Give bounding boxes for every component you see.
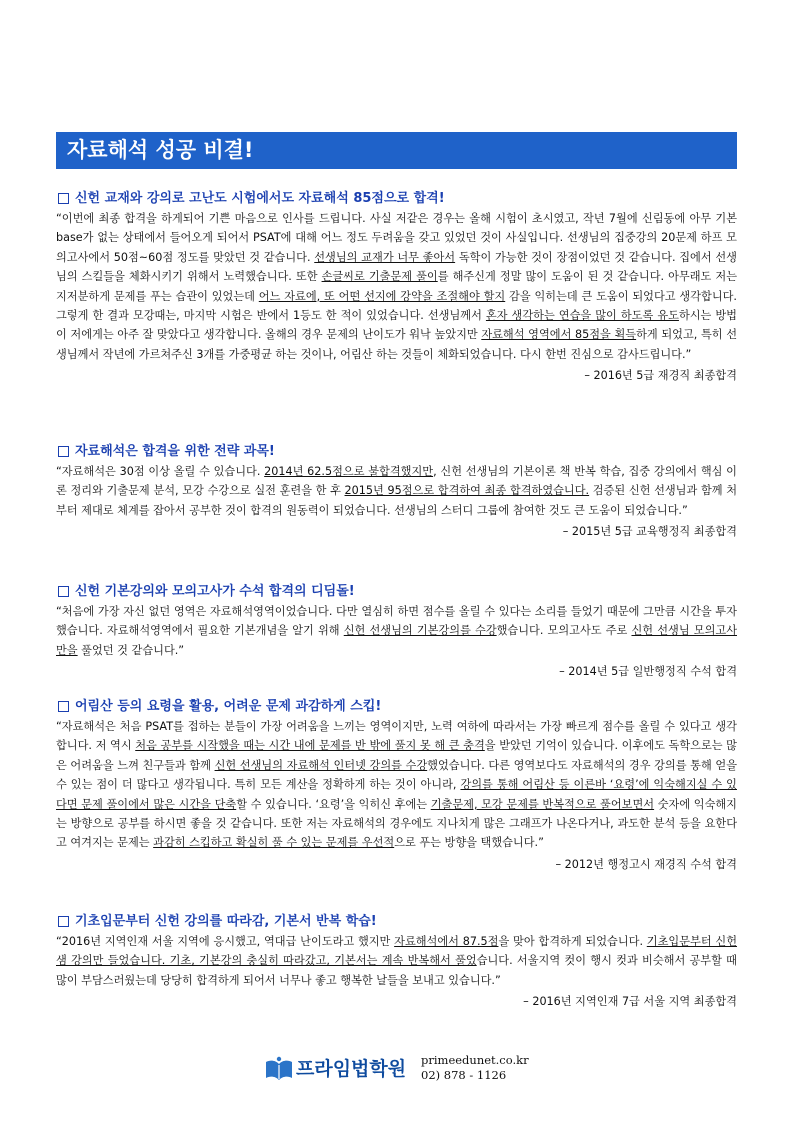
emphasis-text: 혼자 생각하는 연습을 많이 하도록 유도	[485, 309, 679, 323]
text-run: “2016년 지역인재 서울 지역에 응시했고, 역대급 난이도라고 했지만	[56, 935, 395, 948]
contact-info	[421, 1053, 529, 1083]
testimonial-signature: – 2014년 5급 일반행정직 수석 합격	[559, 665, 737, 679]
website-url[interactable]: primeedunet.co.kr	[421, 1053, 529, 1067]
text-run: “처음에 가장 자신 없던 영역은 자료해석영역이었습니다. 다만 열심히 하면 점수를 올릴 수 있다는 소리를 들었기 때문에 그만큼 시간을 투자했습니다. 자료해석영역에서 필요한 기본개념을 알기 위해	[56, 605, 737, 638]
text-run: 을 맞아 합격하게 되었습니다.	[498, 935, 647, 948]
emphasis-text: 과감히 스킵하고 확실히 풀 수 있는 문제를 우선적	[153, 836, 395, 850]
section-heading: 어림산 등의 요령을 활용, 어려운 문제 과감하게 스킵!	[56, 697, 737, 716]
testimonial-text	[56, 932, 737, 990]
testimonial-section-1	[56, 189, 737, 385]
text-run: “자료해석은 처음 PSAT를 접하는 분들이 가장 어려움을 느끼는 영역이지만, 노력 여하에 따라서는 가장 빠르게 점수를 올릴 수 있다고 생각합니다. 저 역시	[56, 720, 737, 753]
footer	[0, 1052, 793, 1086]
emphasis-text: 처음 공부를 시작했을 때는 시간 내에 문제를 반 밖에 풀지 못 해 큰 충격	[135, 739, 485, 753]
testimonial-signature: – 2016년 5급 재경직 최종합격	[584, 369, 737, 383]
text-run: 독학이 가능한 것이 장점이었던 것 같습니다. 집에서 선생님의 스킬들을 체화시키기 위해서 노력했습니다. 또한	[56, 250, 737, 284]
emphasis-text: 어느 자료에, 또 어떤 선지에 강약을 조절해야 할지	[258, 289, 506, 303]
text-run: 숫자에 익숙해지는 방향으로 공부를 하시면 좋을 것 같습니다. 또한 저는 자료해석의 경우에도 지나치게 많은 그래프가 나온다거나, 과도한 분석 등을 요한다고 여겨지는 문제는	[56, 797, 737, 850]
emphasis-text: 2015년 95점으로 합격하여 최종 합격하였습니다.	[344, 484, 590, 498]
checkbox-icon	[58, 446, 69, 457]
emphasis-text: 손글씨로 기출문제 풀이	[321, 270, 438, 284]
page-title: 자료해석 성공 비결!	[67, 138, 254, 162]
emphasis-text: 신헌 선생님의 자료해석 인터넷 강의를 수강	[214, 758, 428, 772]
brand-name: 프라임법학원	[296, 1058, 407, 1080]
text-run: 했습니다. 모의고사도 주로	[496, 624, 632, 638]
emphasis-text: 자료해석 영역에서 85점을 획득	[481, 328, 637, 342]
testimonial-signature: – 2015년 5급 교육행정직 최종합격	[562, 525, 737, 539]
testimonial-text	[56, 602, 737, 660]
testimonial-text	[56, 462, 737, 520]
text-run: 으로 푸는 방향을 택했습니다.”	[394, 836, 544, 850]
emphasis-text: 자료해석에서 87.5점	[394, 935, 499, 948]
emphasis-text: 강의를 통해 어림산 등 이른바 ‘요령’에 익숙해지실 수 있다면 문제 풀이에서 많은 시간을 단축	[56, 778, 737, 811]
text-run: 감을 익히는데 큰 도움이 되었다고 생각합니다. 그렇게 한 결과 모강때는, 마지막 시험은 반에서 1등도 한 적이 있었습니다. 선생님께서	[56, 289, 737, 323]
text-run: 습니다. 서울지역 컷이 행시 컷과 비슷해서 공부할 때 많이 부담스러웠는데 당당히 합격하게 되어서 너무나 좋고 행복한 날들을 보내고 있습니다.”	[56, 954, 737, 987]
section-heading: 기초입문부터 신헌 강의를 따라감, 기본서 반복 학습!	[56, 912, 737, 931]
emphasis-text: 기초입문부터 신헌 샘 강의만 들었습니다. 기초, 기본강의 충실히 따라갔고, 기본서는 계속 반복해서 풀었	[56, 935, 738, 968]
emphasis-text: 신헌 선생님의 기본강의를 수강	[343, 624, 497, 638]
text-run: “자료해석은 30점 이상 올릴 수 있습니다.	[56, 465, 265, 478]
checkbox-icon	[58, 701, 69, 712]
testimonial-text	[56, 209, 737, 364]
checkbox-icon	[58, 916, 69, 927]
emphasis-text: 선생님의 교재가 너무 좋아서	[314, 250, 456, 264]
text-run: 풀었던 것 같습니다.”	[77, 643, 185, 657]
text-run: 할 수 있습니다. ‘요령’을 익히신 후에는	[236, 797, 431, 811]
testimonial-section-2	[56, 442, 737, 541]
text-run: , 신헌 선생님의 기본이론 책 반복 학습, 집중 강의에서 핵심 이론 정리와 기출문제 분석, 모강 수강으로 실전 훈련을 한 후	[56, 465, 737, 498]
testimonial-section-4	[56, 697, 737, 874]
section-heading: 자료해석은 합격을 위한 전략 과목!	[56, 442, 737, 461]
emphasis-text: 신헌 선생님 모의고사만을	[56, 624, 737, 657]
testimonial-section-3	[56, 582, 737, 681]
section-heading: 신헌 교재와 강의로 고난도 시험에서도 자료해석 85점으로 합격!	[56, 189, 737, 208]
text-run: 했었습니다. 다른 영역보다도 자료해석의 경우 강의를 통해 얻을 수 있는 점이 더 많다고 생각됩니다. 특히 모든 계산을 정확하게 하는 것이 아니라,	[56, 758, 738, 792]
text-run: “이번에 최종 합격을 하게되어 기쁜 마음으로 인사를 드립니다. 사실 저같은 경우는 올해 시험이 초시였고, 작년 7월에 신림동에 아무 기본 base가 없는 상태에서 들어오게 되어서 PSAT에 대해 어느 정도 두려움을 갖고 있었던 것이 사실입니다. 선생님의 집중강의 20문제 하프 모의고사에서 50점~60점 정도를 맞았던 것 같습니다.	[56, 212, 737, 264]
emphasis-text: 기출문제, 모강 문제를 반복적으로 풀어보면서	[430, 797, 655, 811]
page-title-banner	[56, 132, 737, 169]
checkbox-icon	[58, 586, 69, 597]
testimonial-section-5	[56, 912, 737, 1011]
checkbox-icon	[58, 193, 69, 204]
emphasis-text: 2014년 62.5점으로 불합격했지만	[264, 465, 434, 478]
phone-number: 02) 878 - 1126	[421, 1068, 507, 1082]
section-heading: 신헌 기본강의와 모의고사가 수석 합격의 디딤돌!	[56, 582, 737, 601]
text-run: 하게 되었고, 특히 선생님께서 작년에 가르쳐주신 3개를 가중평균 하는 것이나, 어림산 하는 것들이 체화되었습니다. 다시 한번 진심으로 감사드립니다.”	[56, 328, 737, 361]
testimonial-text	[56, 717, 737, 853]
open-book-icon	[264, 1056, 294, 1084]
text-run: 을 받았던 기억이 있습니다. 이후에도 독학으로는 많은 어려움을 느껴 친구들과 함께	[56, 739, 737, 772]
text-run: 검증된 신헌 선생님과 함께 처부터 제대로 체계를 잡아서 공부한 것이 합격의 원동력이 되었습니다. 선생님의 스터디 그룹에 참여한 것도 큰 도움이 되었습니다.”	[56, 484, 738, 517]
testimonial-signature: – 2012년 행정고시 재경직 수석 합격	[555, 857, 737, 871]
testimonial-signature: – 2016년 지역인재 7급 서울 지역 최종합격	[523, 995, 737, 1009]
text-run: 하시는 방법이 저에게는 아주 잘 맞았다고 생각합니다. 올해의 경우 문제의 난이도가 워낙 높았지만	[56, 309, 737, 342]
text-run: 를 해주신게 정말 많이 도움이 된 것 같습니다. 아무래도 저는 지저분하게 문제를 푸는 습관이 있었는데	[56, 270, 738, 303]
